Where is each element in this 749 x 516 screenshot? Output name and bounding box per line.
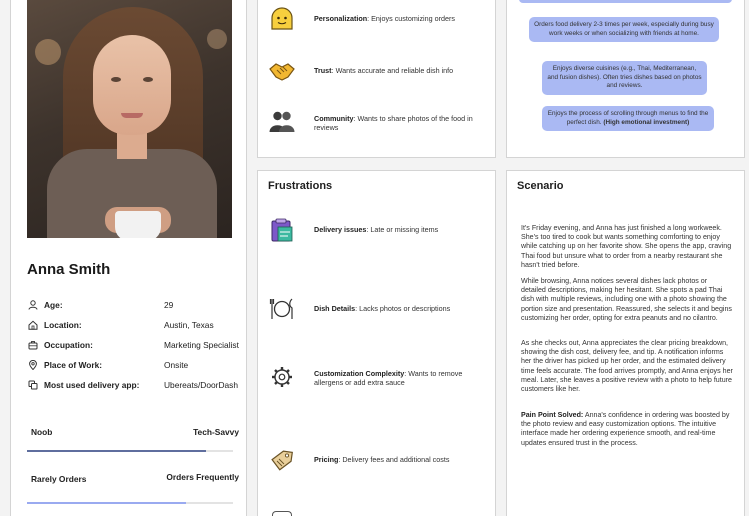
frustration-text: Pricing: Delivery fees and additional costs <box>314 455 450 464</box>
scale-tech-left-label: Noob <box>31 427 53 437</box>
motivations-panel <box>257 0 496 158</box>
location-pin-icon <box>27 359 39 371</box>
scale-tech-fill <box>27 450 206 452</box>
info-value: 29 <box>164 300 174 310</box>
goal-bubble: Enjoys the process of scrolling through menus to find the perfect dish. (High emotional investment) <box>542 106 714 131</box>
info-label: Occupation: <box>44 340 93 350</box>
plate-icon <box>268 295 296 323</box>
info-row-age <box>27 299 242 313</box>
people-icon <box>268 107 296 135</box>
profile-photo <box>27 0 232 238</box>
goals-panel <box>506 0 745 158</box>
frustration-text: Delivery issues: Late or missing items <box>314 225 439 234</box>
motivation-text: Trust: Wants accurate and reliable dish info <box>314 66 454 75</box>
profile-panel <box>10 0 247 516</box>
scenario-panel <box>506 170 745 516</box>
motivation-text: Personalization: Enjoys customizing orders <box>314 14 456 23</box>
goal-bubble-top <box>519 0 732 3</box>
scale-order-right-label: Orders Frequently <box>166 472 239 482</box>
frustration-text: Dish Details: Lacks photos or descriptions <box>314 304 451 313</box>
info-row-location <box>27 319 242 333</box>
frustration-text: Customization Complexity: Wants to remove allergens or add extra sauce <box>314 369 463 388</box>
info-value: Marketing Specialist <box>164 340 239 350</box>
scale-order-fill <box>27 502 186 504</box>
handshake-icon <box>268 57 296 85</box>
info-row-delivery-app <box>27 379 242 393</box>
clipboard-icon <box>268 217 296 245</box>
motivation-text: Community: Wants to share photos of the food in reviews <box>314 114 473 133</box>
person-icon <box>27 299 39 311</box>
frustrations-title: Frustrations <box>268 180 333 192</box>
persona-name: Anna Smith <box>27 261 111 278</box>
scenario-paragraph: While browsing, Anna notices several dishes lack photos or detailed descriptions, making her hesitant. She spots a pad Thai dish with multiple reviews, including one with a photo showing the portion size and presentation. Reassured, she selects it and begins customizing her order, opting for extra peanuts and no cilantro. <box>521 277 732 322</box>
briefcase-icon <box>27 339 39 351</box>
scale-tech-right-label: Tech-Savvy <box>193 427 239 437</box>
info-value: Onsite <box>164 360 189 370</box>
scale-order-track <box>27 502 233 504</box>
info-label: Place of Work: <box>44 360 103 370</box>
scenario-title: Scenario <box>517 180 564 192</box>
info-label: Most used delivery app: <box>44 380 140 390</box>
info-value: Austin, Texas <box>164 320 214 330</box>
copy-icon <box>27 379 39 391</box>
info-row-occupation <box>27 339 242 353</box>
partial-icon <box>272 511 292 516</box>
scenario-paragraph: It's Friday evening, and Anna has just finished a long workweek. She's too tired to cook but wants something comforting to enjoy while catching up on her favorite show. She opens the app, craving Thai food but unsure what to order from a nearby restaurant she hasn't tried before. <box>521 224 732 269</box>
info-row-place-of-work <box>27 359 242 373</box>
home-icon <box>27 319 39 331</box>
info-label: Location: <box>44 320 82 330</box>
scale-tech-track <box>27 450 233 452</box>
info-value: Ubereats/DoorDash <box>164 380 239 390</box>
frustrations-panel <box>257 170 496 516</box>
gear-icon <box>268 363 296 391</box>
info-label: Age: <box>44 300 63 310</box>
goal-bubble: Enjoys diverse cuisines (e.g., Thai, Mediterranean, and fusion dishes). Often tries dishes based on photos and reviews. <box>542 61 707 95</box>
price-tag-icon <box>268 447 296 475</box>
scenario-paragraph: As she checks out, Anna appreciates the clear pricing breakdown, showing the dish cost, delivery fee, and tip. A notification informs her the driver has picked up her order, and the estimated delivery time feels accurate. The food arrives promptly, and Anna enjoys her meal. Later, she leaves a positive review with a photo to help future customers like her. <box>521 339 733 394</box>
smiling-face-icon <box>268 5 296 33</box>
scale-order-left-label: Rarely Orders <box>31 474 87 484</box>
goal-bubble: Orders food delivery 2-3 times per week, especially during busy work weeks or when socializing with friends at home. <box>529 17 719 42</box>
scenario-pain-point: Pain Point Solved: Anna's confidence in ordering was boosted by the photo review and easy customization options. The intuitive interface made her ordering experience smooth, and real-time updates ensured trust in the process. <box>521 411 730 447</box>
